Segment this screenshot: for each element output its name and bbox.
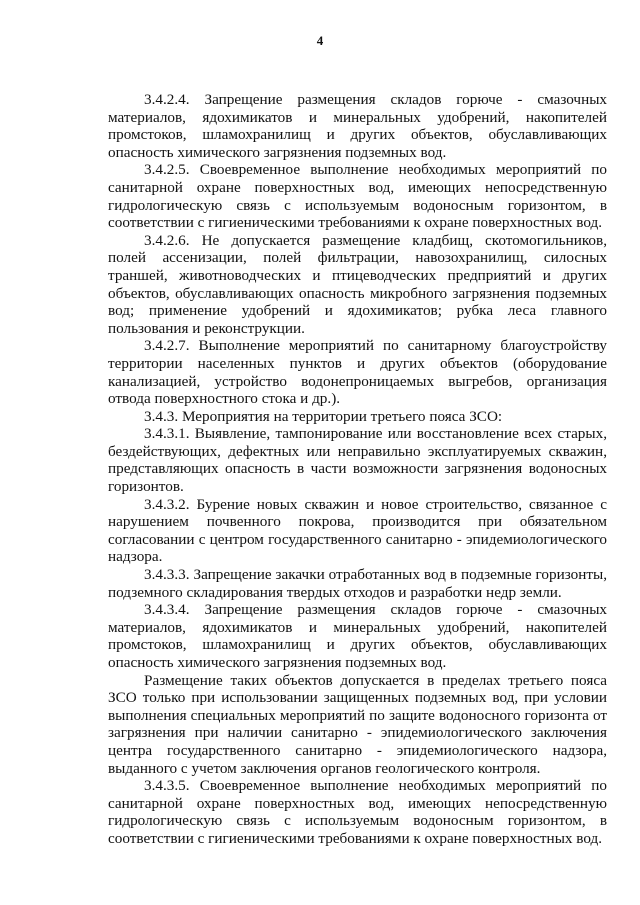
paragraph-3-4-3-2: 3.4.3.2. Бурение новых скважин и новое строительство, связанное с нарушением почвенного покрова, производится при обязательном согласовании с центром государственного санитарно - эпидемиологического надзора. <box>108 495 607 566</box>
section-heading-3-4-3: 3.4.3. Мероприятия на территории третьего пояса ЗСО: <box>144 407 503 425</box>
paragraph-3-4-3-5: 3.4.3.5. Своевременное выполнение необходимых мероприятий по санитарной охране поверхностных вод, имеющих непосредственную гидрологическую связь с используемым водоносным горизонтом, в соответствии с гигиеническими требованиями к охране поверхностных вод. <box>108 777 607 847</box>
paragraph-3-4-3-1: 3.4.3.1. Выявление, тампонирование или восстановление всех старых, бездействующих, дефектных или неправильно эксплуатируемых скважин, представляющих опасность в части возможности загрязнения водоносных горизонтов. <box>108 425 607 496</box>
paragraph-3-4-3-4: 3.4.3.4. Запрещение размещения складов горюче - смазочных материалов, ядохимикатов и минеральных удобрений, накопителей промстоков, шламохранилищ и других объектов, обуславливающих опасность химического загрязнения подземных вод. <box>108 601 607 671</box>
paragraph-3-4-2-4: 3.4.2.4. Запрещение размещения складов горюче - смазочных материалов, ядохимикатов и минеральных удобрений, накопителей промстоков, шламохранилищ и других объектов, обуславливающих опасность химического загрязнения подземных вод. <box>108 91 607 161</box>
paragraph-placement-conditions: Размещение таких объектов допускается в пределах третьего пояса ЗСО только при использовании защищенных подземных вод, при условии выполнения специальных мероприятий по защите водоносного горизонта от загрязнения при наличии санитарно - эпидемиологического заключения центра государственного санитарно - эпидемиологического надзора, выданного с учетом заключения органов геологического контроля. <box>108 671 607 777</box>
paragraph-3-4-2-6: 3.4.2.6. Не допускается размещение кладбищ, скотомогильников, полей ассенизации, полей фильтрации, навозохранилищ, силосных траншей, животноводческих и птицеводческих предприятий и других объектов, обуславливающих опасность микробного загрязнения подземных вод; применение удобрений и ядохимикатов; рубка леса главного пользования и реконструкции. <box>108 231 607 337</box>
document-body <box>108 91 607 848</box>
paragraph-3-4-2-5: 3.4.2.5. Своевременное выполнение необходимых мероприятий по санитарной охране поверхностных вод, имеющих непосредственную гидрологическую связь с используемым водоносным горизонтом, в соответствии с гигиеническими требованиями к охране поверхностных вод. <box>108 161 607 232</box>
paragraph-3-4-2-7: 3.4.2.7. Выполнение мероприятий по санитарному благоустройству территории населенных пунктов и других объектов (оборудование канализацией, устройство водонепроницаемых выгребов, организация отвода поверхностного стока и др.). <box>108 337 607 408</box>
paragraph-3-4-3-3: 3.4.3.3. Запрещение закачки отработанных вод в подземные горизонты, подземного складирования твердых отходов и разработки недр земли. <box>108 566 607 601</box>
page-number: 4 <box>316 33 324 48</box>
